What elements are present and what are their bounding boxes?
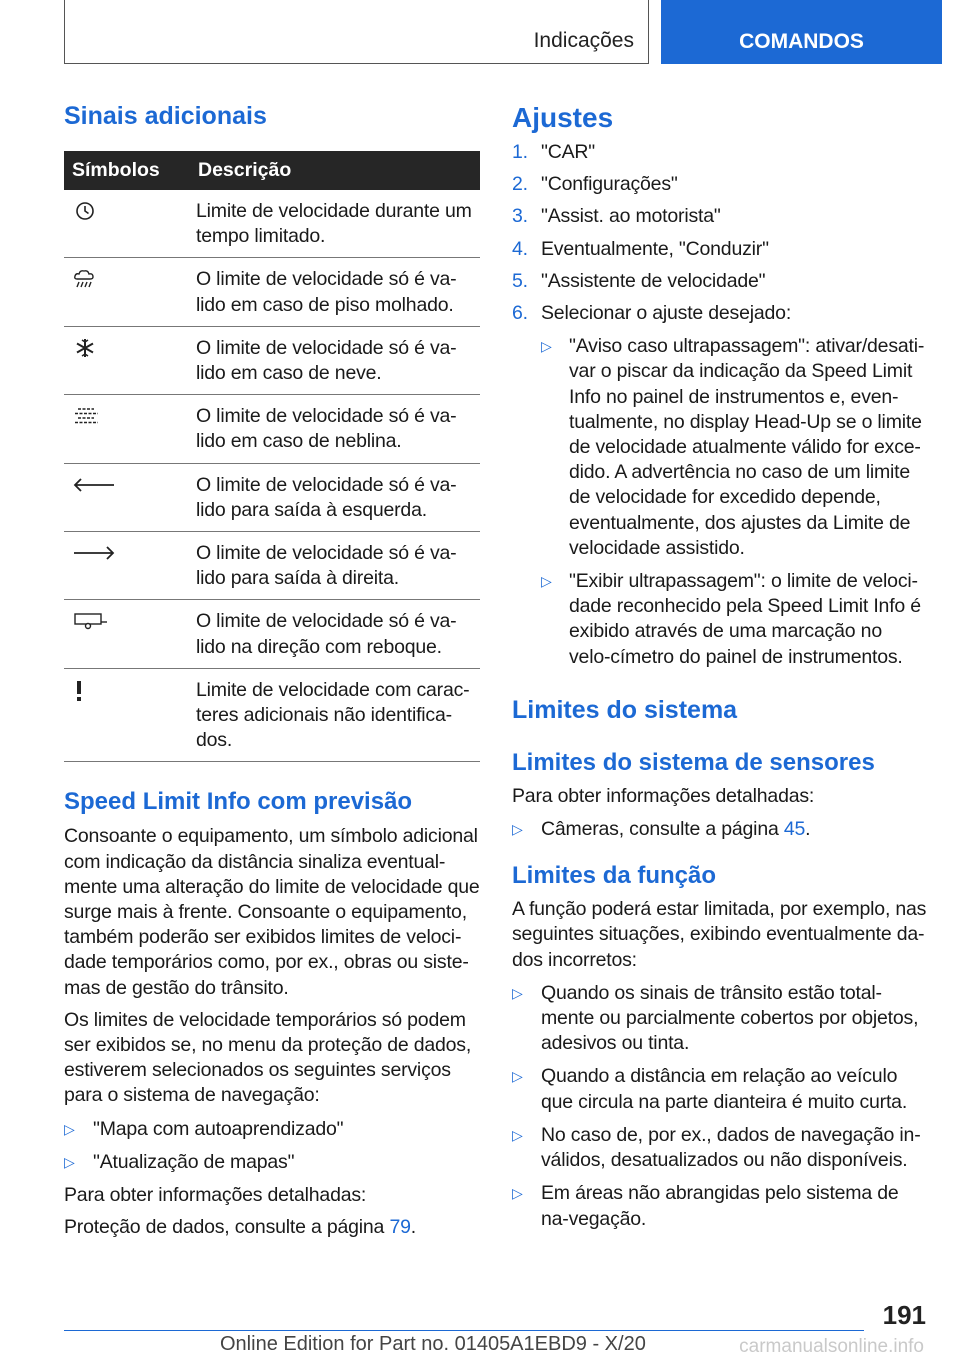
row-description: O limite de velocidade só é va-lido para saída à esquerda. (188, 463, 480, 531)
footer-edition: Online Edition for Part no. 01405A1EBD9 - X/20 (220, 1333, 646, 1355)
table-row (64, 532, 480, 600)
arrow-left-icon (72, 478, 116, 500)
settings-steps (512, 140, 928, 670)
snowflake-icon (72, 341, 98, 363)
bullet-triangle-icon: ▷ (512, 1068, 523, 1085)
table-header-description: Descrição (188, 151, 480, 190)
section-title-limits: Limites do sistema (512, 695, 738, 724)
arrow-right-icon (72, 546, 116, 568)
list-item: ▷ "Atualização de mapas" (64, 1150, 480, 1175)
list-item: ▷ Câmeras, consulte a página 45. (512, 817, 928, 842)
table-row (64, 326, 480, 394)
list-item: 2. "Configurações" (512, 173, 678, 196)
section-title-ajustes: Ajustes (512, 102, 614, 133)
header-chapter-tab (661, 0, 942, 64)
trailer-icon (72, 614, 108, 636)
table-header-symbols: Símbolos (64, 151, 188, 190)
list-item: ▷ No caso de, por ex., dados de navegação in-válidos, desatualizados ou não disponíveis. (512, 1123, 921, 1172)
row-description: O limite de velocidade só é va-lido para saída à direita. (188, 532, 480, 600)
section-title-function-limits: Limites da função (512, 862, 717, 890)
row-description: Limite de velocidade durante um tempo limitado. (188, 190, 480, 258)
function-limits-list (512, 981, 928, 1232)
list-item: 4. Eventualmente, "Conduzir" (512, 237, 769, 260)
rain-cloud-icon (72, 272, 98, 294)
bullet-triangle-icon: ▷ (64, 1153, 75, 1170)
section-title-sensors: Limites do sistema de sensores (512, 748, 875, 776)
data-protection-reference: Proteção de dados, consulte a página 79. (64, 1216, 416, 1239)
table-row (64, 258, 480, 326)
services-list (64, 1117, 480, 1175)
list-item: 5. "Assistente de velocidade" (512, 269, 766, 292)
bullet-triangle-icon: ▷ (512, 1185, 523, 1202)
preview-paragraph-1: Consoante o equipamento, um símbolo adicional com indicação da distância sinaliza eventual-mente uma alteração do limite de velocidade que surge mais à frente. Consoante o equipamento, também poderão ser exibidos limites de veloci-dade temporários como, por ex., obras ou siste-mas de gestão do trânsito. (64, 825, 480, 999)
bullet-triangle-icon: ▷ (64, 1120, 75, 1137)
more-info-text: Para obter informações detalhadas: (64, 1184, 367, 1207)
section-tab-label: Indicações (533, 29, 634, 52)
list-item: ▷ Em áreas não abrangidas pelo sistema de na-vegação. (512, 1182, 899, 1230)
page-link-79[interactable]: 79 (389, 1216, 411, 1239)
bullet-triangle-icon: ▷ (512, 1126, 523, 1143)
table-row (64, 600, 480, 668)
bullet-triangle-icon: ▷ (512, 821, 523, 838)
watermark: carmanualsonline.info (739, 1336, 924, 1357)
row-description: O limite de velocidade só é va-lido em caso de neve. (188, 326, 480, 394)
list-item: ▷ Quando a distância em relação ao veículo que circula na parte dianteira é muito curta. (512, 1065, 908, 1113)
function-intro: A função poderá estar limitada, por exemplo, nas seguintes situações, exibindo eventualmente da-dos incorretos: (512, 898, 927, 971)
timer-icon (72, 204, 98, 226)
row-description: O limite de velocidade só é va-lido em caso de neblina. (188, 395, 480, 463)
list-item: ▷ "Aviso caso ultrapassagem": ativar/desati-var o piscar da indicação da Speed Limit Info no painel de instrumentos e, even-tualmente, no display Head-Up se o limite de velocidade atualmente válido for exce-dido. A advertência no caso de um limite de velocidade for excedido depende, eventualmente, dos ajustes da Limite de velocidade assistido. (541, 335, 925, 559)
sensors-intro: Para obter informações detalhadas: (512, 784, 815, 807)
list-item: ▷ Quando os sinais de trânsito estão total-mente ou parcialmente cobertos por objetos, adesivos ou tinta. (512, 981, 919, 1055)
list-item: ▷ "Exibir ultrapassagem": o limite de veloci-dade reconhecido pela Speed Limit Info é exibido através de uma marcação no velo-címetro do painel de instrumentos. (541, 570, 921, 668)
list-item: ▷ "Mapa com autoaprendizado" (64, 1117, 480, 1142)
table-row (64, 668, 480, 762)
row-description: O limite de velocidade só é va-lido em caso de piso molhado. (188, 258, 480, 326)
chapter-tab-label: COMANDOS (739, 30, 864, 53)
list-item: 3. "Assist. ao motorista" (512, 205, 721, 228)
sensors-list (512, 817, 928, 842)
list-item: 1. "CAR" (512, 141, 596, 163)
settings-sub-options (541, 334, 928, 670)
table-row (64, 395, 480, 463)
footer-divider (64, 1330, 864, 1331)
table-row (64, 463, 480, 531)
left-column (64, 100, 480, 1241)
row-description: Limite de velocidade com carac-teres adicionais não identifica-dos. (188, 668, 480, 762)
bullet-triangle-icon: ▷ (512, 984, 523, 1001)
exclamation-icon (72, 685, 86, 707)
bullet-triangle-icon: ▷ (541, 573, 552, 590)
preview-paragraph-2: Os limites de velocidade temporários só podem ser exibidos se, no menu da proteção de dados, estiverem selecionados os seguintes serviços para o sistema de navegação: (64, 1008, 472, 1107)
symbols-table (64, 151, 480, 762)
fog-icon (72, 409, 102, 431)
bullet-triangle-icon: ▷ (541, 338, 552, 355)
page-link-45[interactable]: 45 (783, 818, 806, 841)
section-title-sinais: Sinais adicionais (64, 102, 267, 130)
section-title-preview: Speed Limit Info com previsão (64, 788, 413, 816)
right-column (512, 100, 928, 1240)
list-item: 6. Selecionar o ajuste desejado: ▷ "Aviso caso ultrapassagem": ativar/desati-var o piscar da indicação da Speed Limit Info no painel de instrumentos e, even-tualmente, no display Head-Up se o limite de velocidade atualmente válido for exce-dido. A advertência no caso de um limite de velocidade for excedido depende, eventualmente, dos ajustes da Limite de velocidade assistido. ▷ "Exibir ultrapassagem": o limite de veloci-dade reconhecido pela Speed Limit Info é exibido através de uma marcação no velo-címetro do painel de instrumentos. (512, 301, 928, 670)
page-number: 191 (882, 1300, 926, 1330)
row-description: O limite de velocidade só é va-lido na direção com reboque. (188, 600, 480, 668)
header-section-tab (64, 0, 649, 64)
table-row (64, 190, 480, 258)
